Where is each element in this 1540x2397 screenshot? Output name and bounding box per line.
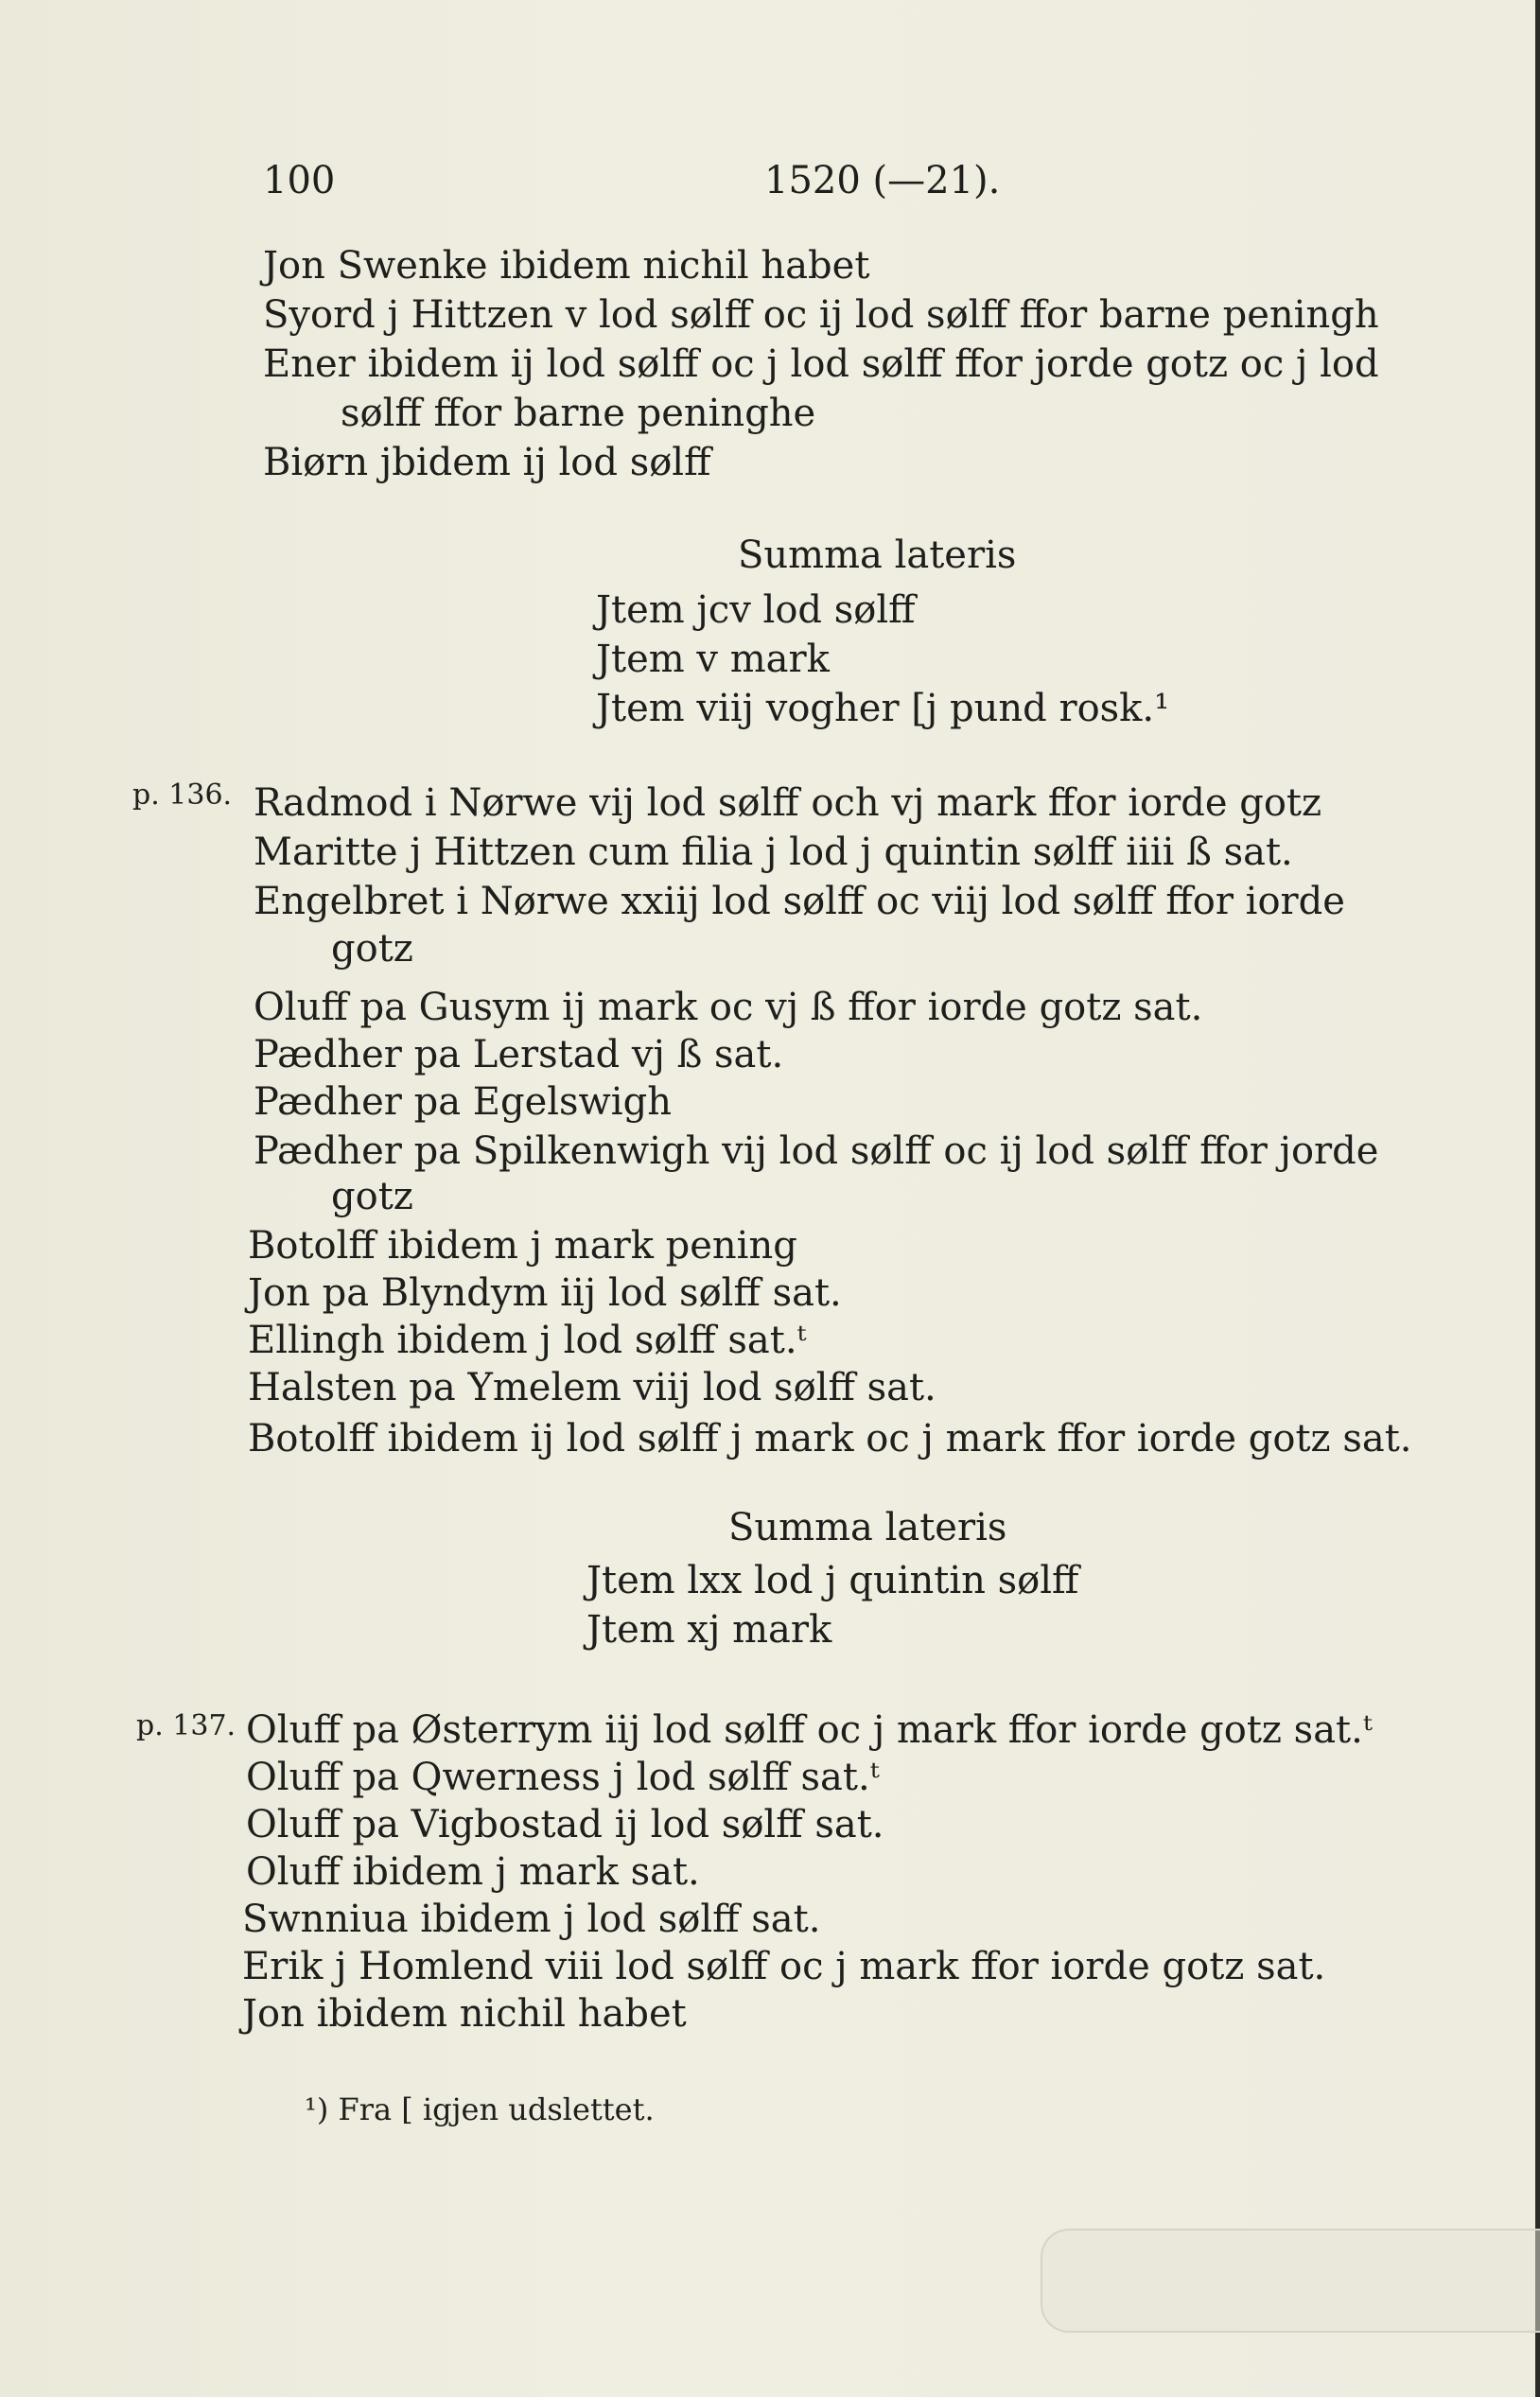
text-line: Botolff ibidem ij lod sølff j mark oc j mark ffor iorde gotz sat. [248, 1417, 1412, 1461]
text-line: Pædher pa Spilkenwigh vij lod sølff oc ij lod sølff ffor jorde [254, 1129, 1379, 1173]
text-line: Pædher pa Lerstad vj ß sat. [254, 1033, 784, 1076]
summa-item: Jtem xj mark [586, 1608, 832, 1652]
text-line-continuation: gotz [331, 1175, 413, 1218]
text-line: Swnniua ibidem j lod sølff sat. [242, 1898, 821, 1941]
text-line: Radmod i Nørwe vij lod sølff och vj mark ffor iorde gotz [254, 781, 1322, 825]
summa-heading: Summa lateris [728, 1506, 1007, 1549]
running-head: 1520 (—21). [764, 159, 1001, 202]
footnote-marker: ¹) [305, 2091, 329, 2127]
text-line: Ener ibidem ij lod sølff oc j lod sølff ffor jorde gotz oc j lod [263, 342, 1379, 386]
text-line-continuation: gotz [331, 927, 413, 971]
text-line: Oluff pa Gusym ij mark oc vj ß ffor iorde gotz sat. [254, 986, 1203, 1029]
margin-page-ref: p. 137. [136, 1709, 236, 1742]
text-line: Engelbret i Nørwe xxiij lod sølff oc viij lod sølff ffor iorde [254, 880, 1345, 923]
summa-item: Jtem lxx lod j quintin sølff [586, 1559, 1079, 1602]
footnote [305, 2089, 655, 2130]
page-header [0, 159, 1540, 216]
summa-heading: Summa lateris [738, 534, 1017, 577]
text-line: Botolff ibidem j mark pening [248, 1224, 797, 1268]
text-line: Pædher pa Egelswigh [254, 1080, 672, 1124]
text-line: Ellingh ibidem j lod sølff sat.ᵗ [248, 1319, 807, 1362]
text-line: Oluff pa Vigbostad ij lod sølff sat. [246, 1803, 884, 1846]
text-line: Jon ibidem nichil habet [242, 1992, 687, 2036]
text-line: Biørn jbidem ij lod sølff [263, 441, 711, 484]
text-line: Oluff ibidem j mark sat. [246, 1850, 700, 1894]
text-line: Syord j Hittzen v lod sølff oc ij lod sølff ffor barne peningh [263, 293, 1379, 337]
footnote-text: Fra [ igjen udslettet. [338, 2091, 655, 2127]
text-line-continuation: sølff ffor barne peninghe [341, 392, 816, 435]
library-stamp-outline [1041, 2229, 1540, 2333]
summa-item: Jtem viij vogher [j pund rosk.¹ [596, 687, 1170, 730]
page-number: 100 [263, 159, 336, 202]
text-line: Jon Swenke ibidem nichil habet [263, 244, 870, 288]
page-edge [1535, 0, 1540, 2397]
text-line: Oluff pa Qwerness j lod sølff sat.ᵗ [246, 1756, 880, 1799]
summa-item: Jtem v mark [596, 638, 830, 681]
text-line: Halsten pa Ymelem viij lod sølff sat. [248, 1366, 936, 1409]
text-line: Erik j Homlend viii lod sølff oc j mark ffor iorde gotz sat. [242, 1945, 1326, 1988]
text-line: Jon pa Blyndym iij lod sølff sat. [248, 1271, 842, 1315]
text-line: Oluff pa Østerrym iij lod sølff oc j mark ffor iorde gotz sat.ᵗ [246, 1708, 1373, 1752]
text-line: Maritte j Hittzen cum filia j lod j quintin sølff iiii ß sat. [254, 831, 1293, 874]
summa-item: Jtem jcv lod sølff [596, 588, 916, 632]
margin-page-ref: p. 136. [132, 779, 233, 812]
